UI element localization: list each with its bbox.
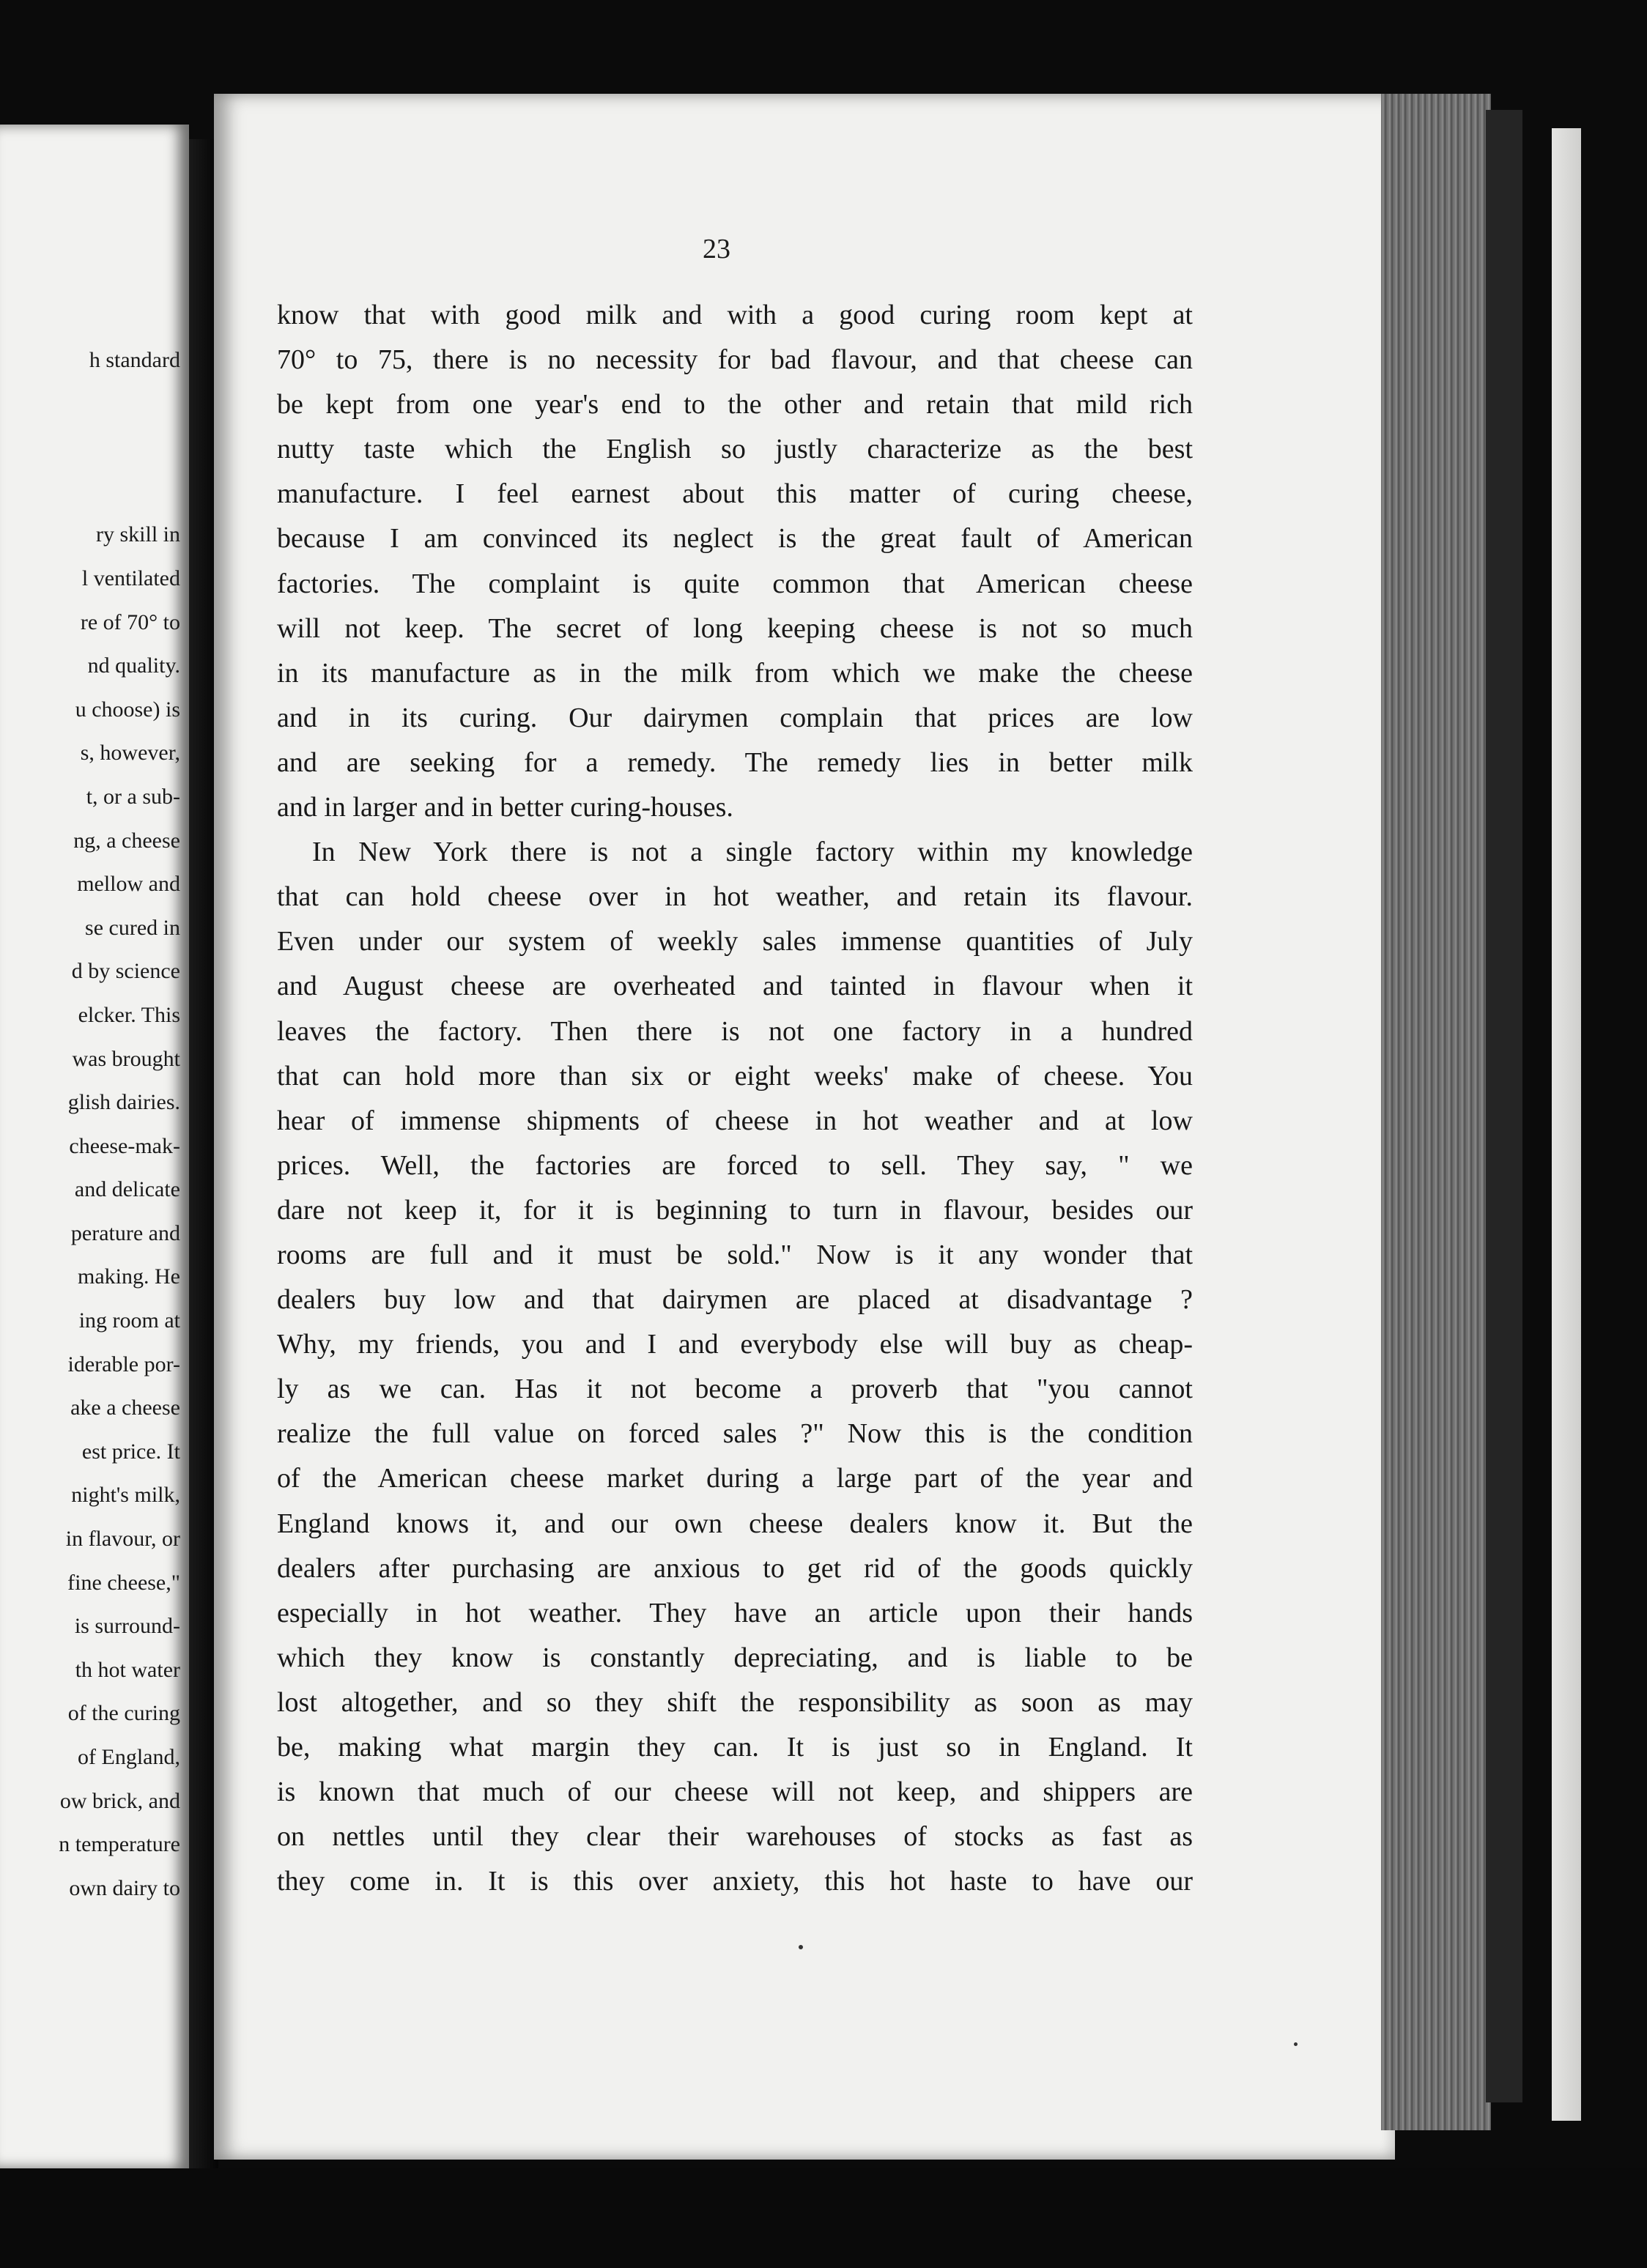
text-line: which they know is constantly depreciating, and is liable to be [277, 1642, 1193, 1673]
left-line: h standard [89, 348, 180, 372]
left-line: ow brick, and [59, 1788, 180, 1813]
left-line: ng, a cheese [73, 828, 180, 853]
left-line: ing room at [78, 1308, 180, 1333]
left-line: of the curing [67, 1701, 180, 1726]
text-line: be, making what margin they can. It is just so in England. It [277, 1732, 1193, 1763]
left-page-text [0, 338, 180, 1910]
text-line: realize the full value on forced sales ?" Now this is the condition [277, 1418, 1193, 1450]
left-line: n temperature [59, 1832, 180, 1857]
left-line: s, however, [80, 741, 180, 766]
text-line: dealers buy low and that dairymen are placed at disadvantage ? [277, 1284, 1193, 1316]
text-line: be kept from one year's end to the other and retain that mild rich [277, 389, 1193, 420]
left-page [0, 125, 189, 2168]
text-line: hear of immense shipments of cheese in hot weather and at low [277, 1105, 1193, 1136]
left-line: d by science [71, 959, 180, 984]
text-line: in its manufacture as in the milk from which we make the cheese [277, 657, 1193, 689]
left-line: se cured in [85, 915, 180, 940]
left-line: and delicate [74, 1177, 180, 1202]
page-edges [1381, 94, 1491, 2130]
left-line: l ventilated [81, 566, 180, 590]
left-line: is surround- [74, 1614, 180, 1639]
text-line: is known that much of our cheese will not keep, and shippers are [277, 1776, 1193, 1808]
text-line: rooms are full and it must be sold." Now is it any wonder that [277, 1239, 1193, 1270]
text-line: nutty taste which the English so justly characterize as the best [277, 434, 1193, 465]
text-line: England knows it, and our own cheese dealers know it. But the [277, 1508, 1193, 1539]
left-line: making. He [78, 1264, 180, 1289]
text-line: of the American cheese market during a large part of the year and [277, 1463, 1193, 1494]
left-line [0, 382, 180, 426]
text-line: 70° to 75, there is no necessity for bad flavour, and that cheese can [277, 344, 1193, 376]
left-line [0, 426, 180, 470]
left-line: ake a cheese [70, 1396, 180, 1420]
text-line: leaves the factory. Then there is not one factory in a hundred [277, 1015, 1193, 1047]
left-line: in flavour, or [65, 1527, 180, 1552]
text-line: ly as we can. Has it not become a proverb that "you cannot [277, 1374, 1193, 1405]
left-line: mellow and [77, 872, 180, 897]
text-line: because I am convinced its neglect is the great fault of American [277, 523, 1193, 555]
left-line: of England, [78, 1745, 180, 1769]
text-line: and are seeking for a remedy. The remedy lies in better milk [277, 746, 1193, 778]
text-line: In New York there is not a single factory within my knowledge [312, 837, 1193, 868]
left-line: u choose) is [75, 697, 180, 722]
text-line: will not keep. The secret of long keeping cheese is not so much [277, 612, 1193, 644]
ink-speck [1294, 2042, 1298, 2046]
text-line: dare not keep it, for it is beginning to turn in flavour, besides our [277, 1194, 1193, 1226]
left-line: cheese-mak- [69, 1133, 180, 1158]
text-line: Even under our system of weekly sales immense quantities of July [277, 926, 1193, 957]
text-line: Why, my friends, you and I and everybody else will buy as cheap- [277, 1329, 1193, 1360]
text-line: manufacture. I feel earnest about this matter of curing cheese, [277, 478, 1193, 510]
page-number: 23 [703, 234, 730, 264]
text-line: that can hold cheese over in hot weather, and retain its flavour. [277, 881, 1193, 913]
left-line: glish dairies. [67, 1090, 180, 1115]
left-line: perature and [70, 1220, 180, 1245]
text-line: they come in. It is this over anxiety, this hot haste to have our [277, 1866, 1193, 1897]
main-page-text [277, 293, 1193, 1904]
text-line: and in its curing. Our dairymen complain that prices are low [277, 702, 1193, 733]
text-line: that can hold more than six or eight weeks' make of cheese. You [277, 1060, 1193, 1092]
left-line: fine cheese," [67, 1570, 180, 1595]
left-line: t, or a sub- [86, 784, 180, 809]
left-line: night's milk, [71, 1483, 180, 1508]
ink-speck [799, 1945, 803, 1949]
left-line: elcker. This [78, 1002, 180, 1027]
text-line: factories. The complaint is quite common that American cheese [277, 568, 1193, 599]
dark-background [0, 2168, 1647, 2268]
page-edges-shadow [1486, 110, 1522, 2102]
text-line: lost altogether, and so they shift the responsibility as soon as may [277, 1686, 1193, 1718]
back-cover-edge [1552, 128, 1581, 2121]
text-line: prices. Well, the factories are forced to sell. They say, " we [277, 1149, 1193, 1181]
left-line [0, 470, 180, 514]
text-line: on nettles until they clear their warehouses of stocks as fast as [277, 1821, 1193, 1853]
left-line: est price. It [81, 1439, 180, 1464]
left-line: own dairy to [69, 1875, 180, 1900]
text-line: and August cheese are overheated and tainted in flavour when it [277, 971, 1193, 1002]
left-line: ry skill in [95, 522, 180, 547]
left-line: re of 70° to [80, 609, 180, 634]
text-line: know that with good milk and with a good curing room kept at [277, 300, 1193, 330]
left-line: th hot water [75, 1657, 180, 1682]
text-line: especially in hot weather. They have an article upon their hands [277, 1597, 1193, 1628]
text-line: dealers after purchasing are anxious to get rid of the goods quickly [277, 1552, 1193, 1584]
text-line: and in larger and in better curing-houses. [277, 792, 733, 823]
left-line: nd quality. [87, 653, 180, 678]
left-line: iderable por- [67, 1352, 180, 1376]
left-line: was brought [72, 1046, 180, 1071]
